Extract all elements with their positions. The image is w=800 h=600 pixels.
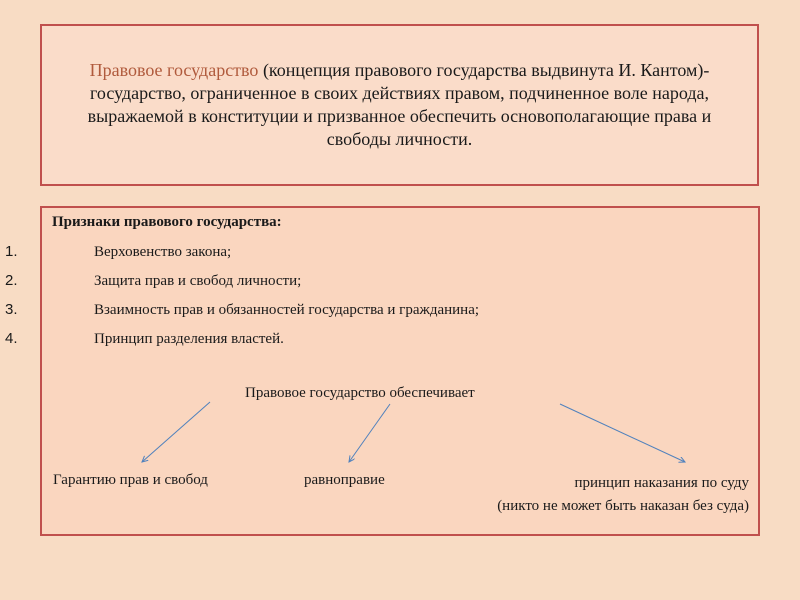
signs-box [5, 206, 760, 536]
definition-term: Правовое государство [89, 60, 259, 80]
list-item-number: 1. [5, 243, 18, 260]
definition-box [40, 24, 759, 186]
list-item-text: Взаимность прав и обязанностей государства и гражданина; [94, 302, 480, 318]
ensures-item-equality: равноправие [304, 472, 385, 488]
list-item-number: 3. [5, 301, 18, 318]
arrow-middle [349, 404, 390, 462]
arrow-right [560, 404, 685, 462]
ensures-item-guarantee: Гарантию прав и свобод [53, 472, 208, 488]
ensures-item-punishment-line2: (никто не может быть наказан без суда) [497, 498, 749, 514]
ensures-title: Правовое государство обеспечивает [245, 385, 475, 401]
list-item-text: Принцип разделения властей. [94, 331, 284, 347]
ensures-item-punishment-line1: принцип наказания по суду [574, 475, 749, 491]
definition-body: (концепция правового государства выдвинута И. Кантом)- государство, ограниченное в своих действиях правом, подчиненное воле народа, выражаемой в конституции и призванное обеспечить основополагающие права и свободы личности. [87, 60, 712, 149]
ensures-item-punishment [497, 472, 749, 518]
arrow-left [142, 402, 210, 462]
list-item-text: Верховенство закона; [94, 244, 232, 260]
definition-text [70, 59, 730, 151]
list-item-number: 4. [5, 330, 18, 347]
list-item-number: 2. [5, 272, 18, 289]
list-item-text: Защита прав и свобод личности; [94, 273, 302, 289]
signs-heading: Признаки правового государства: [52, 214, 282, 230]
